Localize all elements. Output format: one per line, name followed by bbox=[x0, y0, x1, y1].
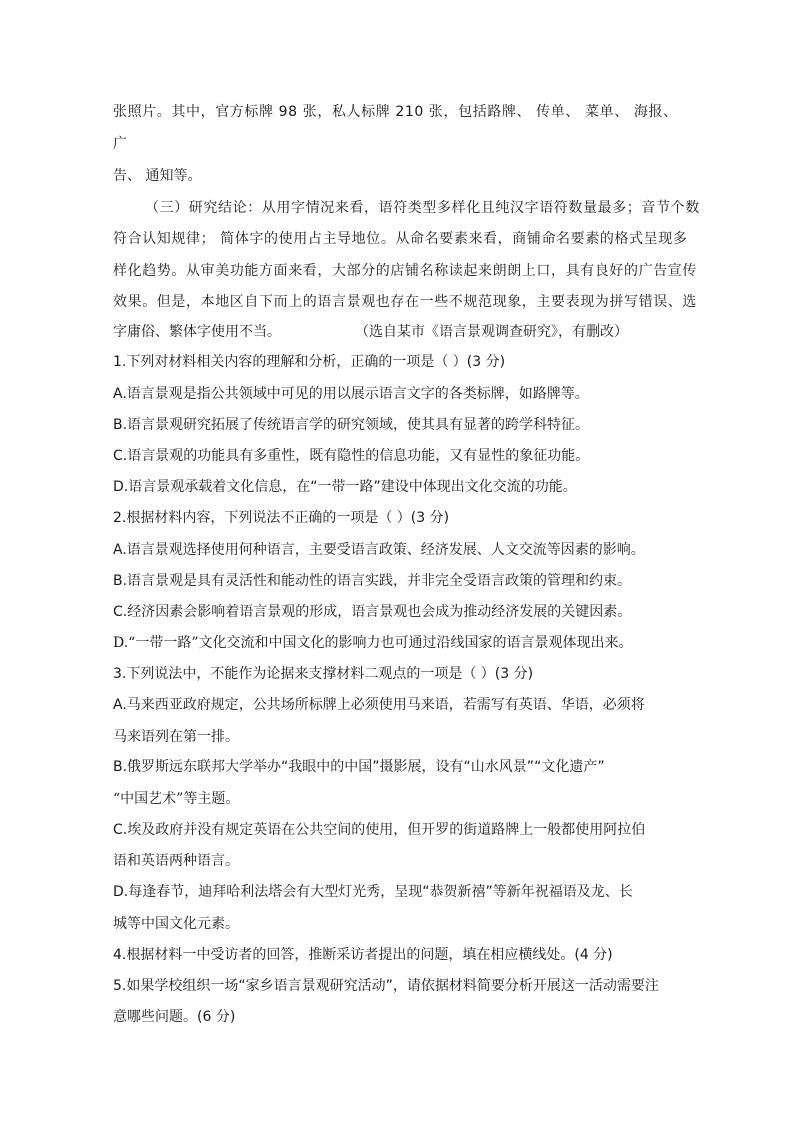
option-b: B.俄罗斯远东联邦大学举办“我眼中的中国”摄影展，设有“山水风景”“文化遗产” bbox=[113, 759, 605, 775]
passage-line: 样化趋势。从审美功能方面来看，大部分的店铺名称读起来朗朗上口，具有良好的广告宣传 bbox=[113, 263, 697, 279]
option-c-continued: 语和英语两种语言。 bbox=[113, 853, 239, 869]
passage-line: 广 bbox=[113, 136, 127, 152]
question-4: 4.根据材料一中受访者的回答，推断采访者提出的问题，填在相应横线处。(4 分) bbox=[113, 947, 613, 963]
option-d-continued: 城等中国文化元素。 bbox=[113, 916, 239, 932]
passage-line: 效果。但是，本地区自下而上的语言景观也存在一些不规范现象，主要表现为拼写错误、选 bbox=[113, 294, 697, 310]
option-a: A.语言景观是指公共领域中可见的用以展示语言文字的各类标牌，如路牌等。 bbox=[113, 386, 589, 402]
passage-line: 字庸俗、繁体字使用不当。 bbox=[113, 324, 281, 340]
passage-line: 符合认知规律； 简体字的使用占主导地位。从命名要素来看，商铺命名要素的格式呈现多 bbox=[113, 231, 688, 247]
option-a: A.语言景观选择使用何种语言，主要受语言政策、经济发展、人文交流等因素的影响。 bbox=[113, 542, 645, 558]
option-c: C.语言景观的功能具有多重性，既有隐性的信息功能，又有显性的象征功能。 bbox=[113, 448, 590, 464]
option-d: D.“一带一路”文化交流和中国文化的影响力也可通过沿线国家的语言景观体现出来。 bbox=[113, 635, 633, 651]
option-b: B.语言景观是具有灵活性和能动性的语言实践，并非完全受语言政策的管理和约束。 bbox=[113, 573, 632, 589]
option-b: B.语言景观研究拓展了传统语言学的研究领域，使其具有显著的跨学科特征。 bbox=[113, 417, 590, 433]
passage-line: 告、 通知等。 bbox=[113, 168, 202, 184]
passage-conclusion-line: （三）研究结论：从用字情况来看，语符类型多样化且纯汉字语符数量最多；音节个数 bbox=[145, 200, 700, 216]
option-c: C.经济因素会影响着语言景观的形成，语言景观也会成为推动经济发展的关键因素。 bbox=[113, 604, 632, 620]
source-citation: （选自某市《语言景观调查研究》，有删改） bbox=[355, 324, 628, 340]
question-1: 1.下列对材料相关内容的理解和分析，正确的一项是（ ）(3 分) bbox=[113, 354, 506, 370]
question-5: 5.如果学校组织一场“家乡语言景观研究活动”，请依据材料简要分析开展这一活动需要注 bbox=[113, 978, 659, 994]
option-a-continued: 马来语列在第一排。 bbox=[113, 729, 239, 745]
option-b-continued: “中国艺术”等主题。 bbox=[113, 791, 240, 807]
option-d: D.每逢春节，迪拜哈利法塔会有大型灯光秀，呈现“恭贺新禧”等新年祝福语及龙、长 bbox=[113, 884, 633, 900]
option-c: C.埃及政府并没有规定英语在公共空间的使用，但开罗的街道路牌上一般都使用阿拉伯 bbox=[113, 822, 646, 838]
option-a: A.马来西亚政府规定，公共场所标牌上必须使用马来语，若需写有英语、华语，必须将 bbox=[113, 697, 645, 713]
option-d: D.语言景观承载着文化信息，在“一带一路”建设中体现出文化交流的功能。 bbox=[113, 479, 577, 495]
question-3: 3.下列说法中，不能作为论据来支撑材料二观点的一项是（ ）(3 分) bbox=[113, 666, 534, 682]
question-2: 2.根据材料内容，下列说法不正确的一项是（ ）(3 分) bbox=[113, 510, 450, 526]
passage-line: 张照片。其中，官方标牌 98 张，私人标牌 210 张，包括路牌、 传单、 菜单、 海报、 bbox=[113, 104, 678, 120]
question-5-continued: 意哪些问题。(6 分) bbox=[113, 1009, 236, 1025]
